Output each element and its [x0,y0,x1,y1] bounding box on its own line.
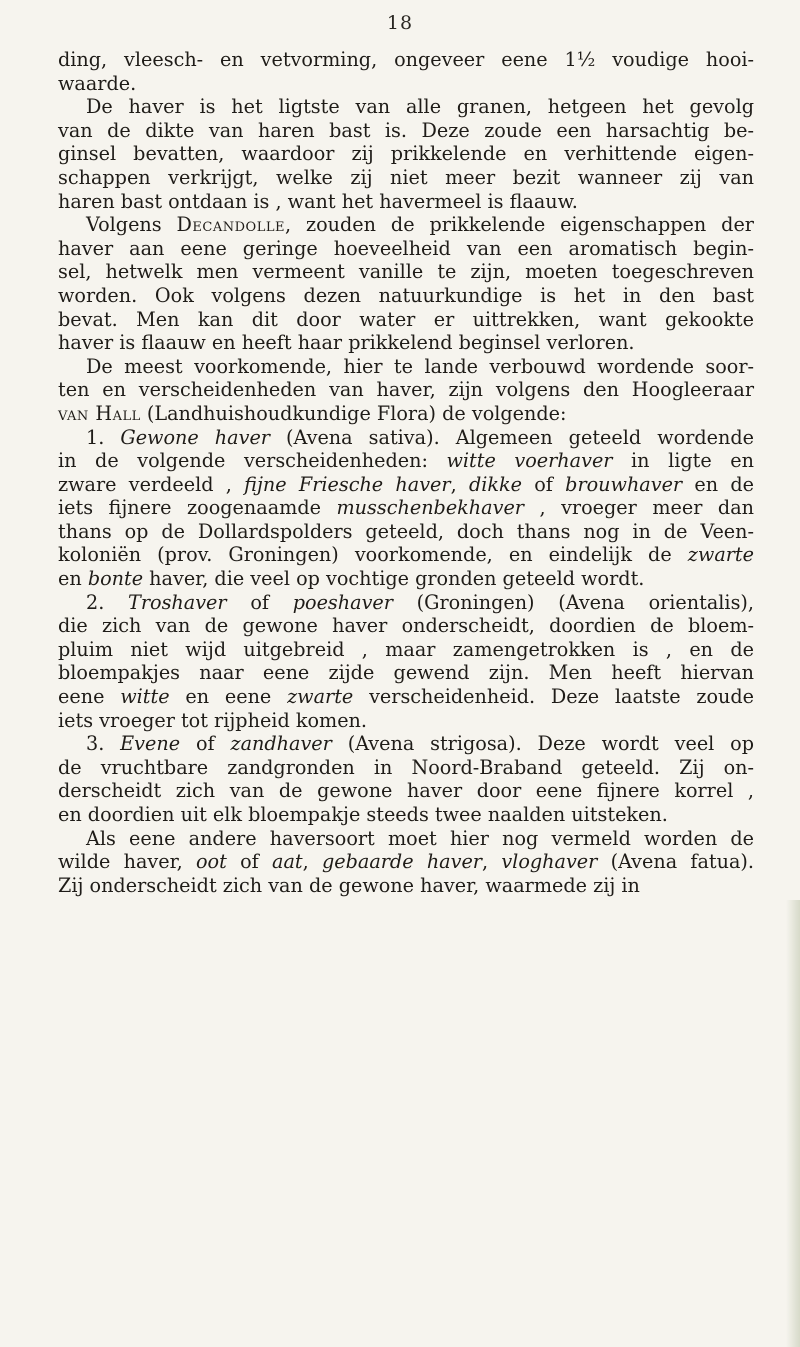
text-line [58,378,754,402]
text-run: bloempakjes naar eene zijde gewend zijn. Men heeft hiervan [58,661,754,685]
italic-term: oot [196,850,227,874]
text-run: iets vroeger tot rijpheid komen. [58,708,368,732]
text-line [58,166,754,190]
italic-term: aat [272,850,303,874]
text-run: en eene [169,685,288,709]
text-run: koloniën (prov. Groningen) voorkomende, en eindelijk de [58,543,688,567]
text-run: of [180,732,231,756]
text-run: in ligte en [612,449,754,473]
text-run: 1. [86,425,121,449]
text-line [58,449,754,473]
text-run: of [226,590,293,614]
text-line [58,567,754,591]
text-line [58,213,754,237]
text-run: , [481,850,502,874]
text-run: De haver is het ligtste van alle granen, hetgeen het gevolg [86,95,754,119]
text-run: sel, hetwelk men vermeent vanille te zijn, moeten toegeschreven [58,260,754,284]
text-run: van de dikte van haren bast is. Deze zoude een harsachtig be- [58,118,754,142]
text-run: , [302,850,322,874]
text-line [58,779,754,803]
text-line [58,190,754,214]
text-run: Zij onderscheidt zich van de gewone haver, waarmede zij in [58,873,640,897]
text-run: haver is flaauw en heeft haar prikkelend beginsel verloren. [58,331,635,355]
text-run: iets fijnere zoogenaamde [58,496,337,520]
text-run: haver aan eene geringe hoeveelheid van een aromatisch begin- [58,236,754,260]
text-run: ding, vleesch- en vetvorming, ongeveer eene 1½ voudige hooi- [58,48,754,71]
text-run: haver, die veel op vochtige gronden geteeld wordt. [143,567,645,591]
text-run: , zouden de prikkelende eigenschappen der [284,213,754,237]
text-line [58,803,754,827]
text-line [58,308,754,332]
text-run: en de [682,472,754,496]
italic-term: zwarte [287,685,354,709]
text-run: waarde. [58,71,137,95]
italic-term: poeshaver [292,590,393,614]
page-edge-shadow [786,900,800,1347]
text-run: (Landhuishoudkundige Flora) de volgende: [140,401,567,425]
text-line [58,543,754,567]
author-name: van Hall [58,401,141,425]
text-run: (Avena strigosa). Deze wordt veel op [331,732,755,756]
italic-term: fijne Friesche haver [244,472,451,496]
text-line [58,520,754,544]
text-run: en doordien uit elk bloempakje steeds twee naalden uitsteken. [58,803,668,826]
italic-term: Evene [120,732,181,756]
text-run: of [226,850,272,874]
text-line [58,284,754,308]
text-run: de vruchtbare zandgronden in Noord-Braband geteeld. Zij on- [58,755,754,779]
text-run: zware verdeeld , [58,472,245,496]
text-run: (Groningen) (Avena orientalis), [392,590,755,614]
text-line [58,496,754,520]
author-name: Decandolle [176,213,285,237]
text-run: 2. [86,590,129,614]
text-run: eene [58,685,121,709]
italic-term: gebaarde haver [321,850,482,874]
body-text [58,48,754,897]
text-run: pluim niet wijd uitgebreid , maar zamengetrokken is , en de [58,637,754,661]
text-line [58,426,754,450]
text-run: , [450,472,469,496]
italic-term: brouwhaver [565,472,683,496]
text-run: en [58,567,88,591]
italic-term: witte [120,685,170,709]
text-run: wilde haver, [58,850,196,874]
text-run: verscheidenheid. Deze laatste zoude [353,685,754,709]
italic-term: zandhaver [230,732,332,756]
text-line [58,142,754,166]
text-line [58,709,754,733]
text-run: 3. [86,732,121,756]
text-run: (Avena fatua). [597,850,755,874]
italic-term: dikke [468,472,522,496]
italic-term: vloghaver [501,850,598,874]
text-line [58,48,754,72]
text-run: in de volgende verscheidenheden: [58,449,447,473]
text-run: , vroeger meer dan [523,496,754,520]
text-run: schappen verkrijgt, welke zij niet meer bezit wanneer zij van [58,165,754,189]
text-line [58,473,754,497]
text-line [58,827,754,851]
italic-term: zwarte [687,543,754,567]
text-line [58,72,754,96]
text-line [58,591,754,615]
text-run: ginsel bevatten, waardoor zij prikkelende en verhittende eigen- [58,142,754,166]
italic-term: musschenbekhaver [336,496,524,520]
page-number: 18 [386,12,414,34]
text-run: bevat. Men kan dit door water er uittrekken, want gekookte [58,307,754,331]
text-line [58,119,754,143]
text-line [58,402,754,426]
text-run: (Avena sativa). Algemeen geteeld wordende [269,425,755,449]
text-line [58,756,754,780]
text-run: haren bast ontdaan is , want het havermeel is flaauw. [58,189,578,213]
text-line [58,661,754,685]
text-line [58,331,754,355]
text-run: Als eene andere haversoort moet hier nog vermeld worden de [86,826,754,850]
text-line [58,732,754,756]
text-line [58,850,754,874]
text-line [58,95,754,119]
text-run: derscheidt zich van de gewone haver door eene fijnere korrel , [58,779,754,803]
text-line [58,614,754,638]
text-line [58,260,754,284]
text-line [58,237,754,261]
text-line [58,638,754,662]
text-run: ten en verscheidenheden van haver, zijn volgens den Hoogleeraar [58,378,754,402]
italic-term: Troshaver [128,590,227,614]
text-run: die zich van de gewone haver onderscheidt, doordien de bloem- [58,614,754,638]
text-line [58,874,754,898]
text-line [58,685,754,709]
text-run: of [521,472,566,496]
text-run: worden. Ook volgens dezen natuurkundige is het in den bast [58,283,754,307]
italic-term: bonte [87,567,144,591]
italic-term: witte voerhaver [446,449,613,473]
text-run: De meest voorkomende, hier te lande verbouwd wordende soor- [86,354,754,378]
italic-term: Gewone haver [120,425,270,449]
text-run: thans op de Dollardspolders geteeld, doch thans nog in de Veen- [58,519,754,543]
text-line [58,355,754,379]
text-run: Volgens [86,213,177,237]
